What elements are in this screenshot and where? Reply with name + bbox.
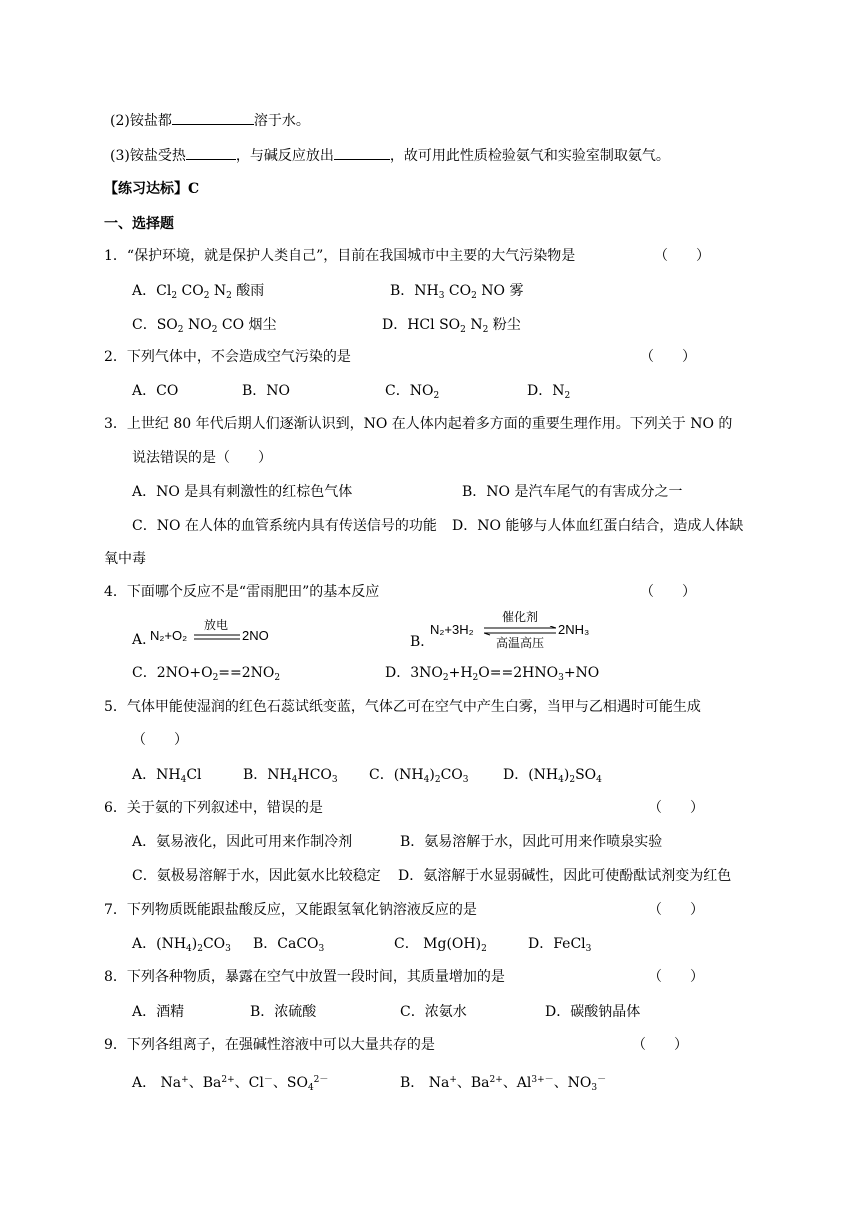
q1-option-a[interactable]: A．$Cl_2$ $CO_2$ $N_2$ 酸雨 [132, 283, 265, 301]
q3-option-a[interactable]: A．NO 是具有刺激性的红棕色气体 [132, 484, 353, 500]
answer-paren[interactable]: （ ） [632, 1037, 688, 1053]
question-3-stem: 3．上世纪 80 年代后期人们逐渐认识到，NO 在人体内起着多方面的重要生理作用。下列关于 NO 的 [104, 416, 733, 432]
q5-option-a[interactable]: A．$NH_4Cl$ [132, 767, 202, 785]
question-5-stem: 5．气体甲能使湿润的红色石蕊试纸变蓝，气体乙可在空气中产生白雾，当甲与乙相遇时可能生成 [104, 699, 701, 715]
answer-blank[interactable] [186, 145, 236, 160]
fill-text: (3)铵盐受热 [110, 148, 186, 164]
q3-option-c[interactable]: C．NO 在人体的血管系统内具有传送信号的功能 [132, 518, 437, 534]
q6-option-b[interactable]: B．氨易溶解于水，因此可用来作喷泉实验 [400, 834, 663, 850]
q3-option-b[interactable]: B．NO 是汽车尾气的有害成分之一 [462, 484, 683, 500]
q4-option-c[interactable]: C．$2NO+O_2==2NO_2$ [132, 665, 281, 683]
fill-text: (2)铵盐都 [110, 113, 172, 129]
q2-option-d[interactable]: D．$N_2$ [527, 383, 571, 401]
answer-paren[interactable]: （ ） [640, 349, 696, 365]
section-heading: 【练习达标】C [104, 181, 200, 197]
q9-option-a[interactable]: A． Na+、$Ba^{2+}$、Cl－、$SO_4^{2-}$ [132, 1075, 329, 1093]
q3-option-d-cont: 氧中毒 [104, 551, 146, 567]
fill-line-3 [110, 145, 670, 166]
q7-option-d[interactable]: D．FeCl$_3$ [528, 936, 592, 954]
q9-option-b[interactable]: B． Na+、$Ba^{2+}$、$Al^{3+-}$、$NO_3^-$ [400, 1075, 607, 1093]
q8-option-a[interactable]: A．酒精 [132, 1004, 185, 1020]
answer-paren[interactable]: （ ） [648, 969, 704, 985]
q5-option-d[interactable]: D．$(NH_4)_2SO_4$ [503, 767, 602, 785]
question-6-stem: 6．关于氨的下列叙述中，错误的是 [104, 800, 323, 816]
fill-line-2 [110, 110, 310, 131]
answer-paren[interactable]: （ ） [648, 800, 704, 816]
fill-text: ，与碱反应放出 [235, 148, 334, 164]
q2-option-a[interactable]: A．CO [132, 383, 179, 399]
q5-option-c[interactable]: C．$(NH_4)_2CO_3$ [369, 767, 469, 785]
question-9-stem: 9．下列各组离子，在强碱性溶液中可以大量共存的是 [104, 1037, 435, 1053]
question-7-stem: 7．下列物质既能跟盐酸反应，又能跟氢氧化钠溶液反应的是 [104, 902, 477, 918]
q6-option-d[interactable]: D．氨溶解于水显弱碱性，因此可使酚酞试剂变为红色 [398, 868, 732, 884]
question-1-stem: 1．“保护环境，就是保护人类自己”，目前在我国城市中主要的大气污染物是 [104, 248, 576, 264]
answer-paren[interactable]: （ ） [648, 902, 704, 918]
q4-equation-a: N₂+O₂ 放电 2NO [150, 618, 269, 643]
q8-option-d[interactable]: D．碳酸钠晶体 [545, 1004, 641, 1020]
q8-option-b[interactable]: B．浓硫酸 [250, 1004, 317, 1020]
q5-option-b[interactable]: B．$NH_4HCO_3$ [243, 767, 338, 785]
answer-paren[interactable]: （ ） [640, 584, 696, 600]
q3-option-d[interactable]: D．NO 能够与人体血红蛋白结合，造成人体缺 [452, 518, 744, 534]
answer-blank[interactable] [172, 110, 254, 125]
equals-arrow-icon [194, 634, 240, 640]
fill-text: ，故可用此性质检验氨气和实验室制取氨气。 [389, 148, 670, 164]
part-heading: 一、选择题 [104, 216, 174, 232]
question-8-stem: 8．下列各种物质，暴露在空气中放置一段时间，其质量增加的是 [104, 969, 505, 985]
q1-option-c[interactable]: C．$SO_2$ $NO_2$ CO 烟尘 [132, 317, 277, 335]
q2-option-c[interactable]: C．$NO_2$ [385, 383, 440, 401]
q4-option-a-label[interactable]: A． [132, 632, 157, 648]
q4-option-b-label[interactable]: B． [410, 634, 435, 650]
q6-option-c[interactable]: C．氨极易溶解于水，因此氨水比较稳定 [132, 868, 381, 884]
question-3-stem-cont: 说法错误的是（ ） [132, 450, 272, 466]
q6-option-a[interactable]: A．氨易液化，因此可用来作制冷剂 [132, 834, 353, 850]
q7-option-a[interactable]: A．$(NH_4)_2CO_3$ [132, 936, 231, 954]
q4-equation-b: N₂+3H₂ 催化剂 高温高压 2NH₃ [430, 610, 590, 650]
question-4-stem: 4．下面哪个反应不是“雷雨肥田”的基本反应 [104, 584, 380, 600]
q2-option-b[interactable]: B．NO [242, 383, 291, 399]
question-2-stem: 2．下列气体中，不会造成空气污染的是 [104, 349, 351, 365]
q7-option-b[interactable]: B．CaCO$_3$ [253, 936, 325, 954]
q4-option-d[interactable]: D．$3NO_2+H_2O==2HNO_3+NO$ [385, 665, 600, 683]
question-5-paren[interactable]: （ ） [132, 732, 188, 748]
q1-option-b[interactable]: B．$NH_3$ $CO_2$ NO 雾 [390, 283, 524, 301]
q8-option-c[interactable]: C．浓氨水 [400, 1004, 467, 1020]
fill-text: 溶于水。 [253, 113, 310, 129]
q1-option-d[interactable]: D．HCl $SO_2$ $N_2$ 粉尘 [382, 317, 521, 335]
q7-option-c[interactable]: C． $Mg(OH)_2$ [394, 936, 487, 954]
answer-paren[interactable]: （ ） [654, 248, 710, 264]
answer-blank[interactable] [334, 145, 390, 160]
